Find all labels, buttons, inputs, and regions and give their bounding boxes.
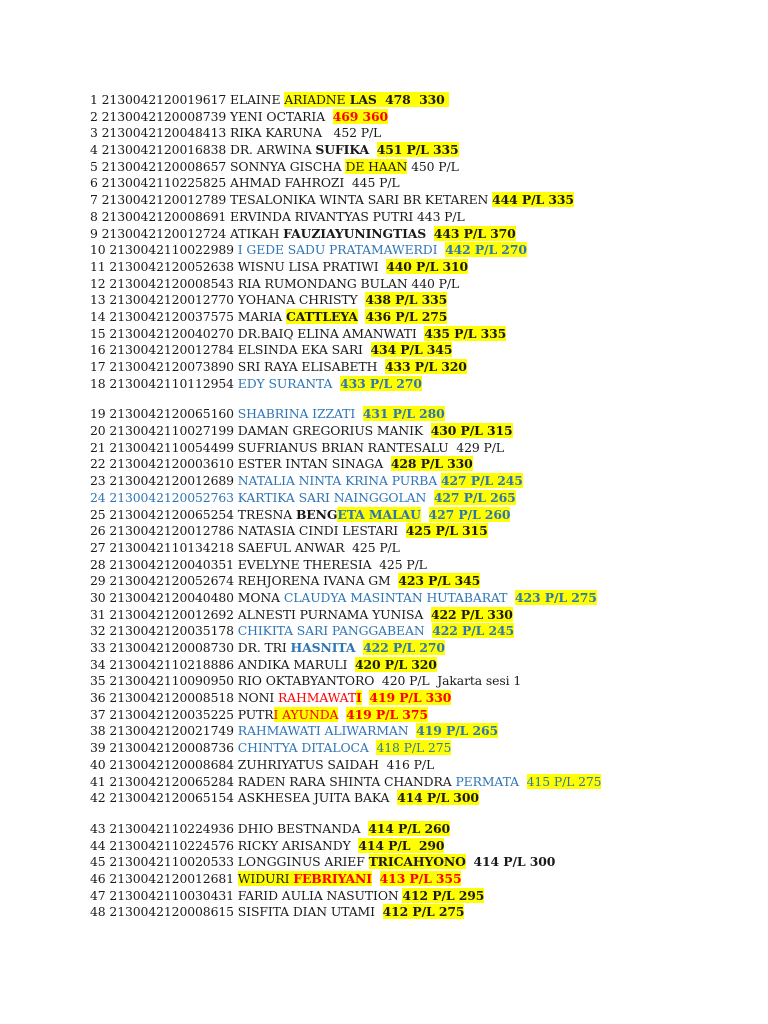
list-item [90,871,601,888]
list-item-text: 438 P/L 335 [365,292,448,308]
list-item-text: 41 2130042120065284 RADEN RARA SHINTA CHANDRA [90,773,456,789]
list-item [90,406,601,423]
list-item-text: 40 2130042120008684 ZUHRIYATUS SAIDAH 416 P/L [90,756,435,772]
list-item [90,821,601,838]
list-item-text: 35 2130042110090950 RIO OKTABYANTORO 420 P/L Jakarta sesi 1 [90,673,522,689]
list-item-text: 18 2130042110112954 [90,375,238,391]
list-item-text: 420 P/L 320 [354,656,437,672]
list-item-text [332,376,340,391]
list-item-text: 26 2130042120012786 NATASIA CINDI LESTARI [90,523,406,539]
list-item-text [338,707,346,722]
list-item-text: 28 2130042120040351 EVELYNE THERESIA 425 P/L [90,556,427,572]
list-item-text: CHINTYA DITALOCA [237,740,369,756]
list-item [90,557,601,574]
list-item [90,142,601,159]
list-item-text: 20 2130042110027199 DAMAN GREGORIUS MANIK [90,423,431,439]
list-item-text: 2 2130042120008739 YENI OCTARIA [90,108,333,124]
list-item-text: ETA MALAU [337,506,421,522]
list-item-text: 428 P/L 330 [390,456,473,472]
list-item-text: HASNITA [290,640,356,655]
list-item-text: 3 2130042120048413 RIKA KARUNA 452 P/L [90,125,382,141]
list-item-text: 44 2130042110224576 RICKY ARISANDY [90,837,359,853]
list-item-text: RAHMAWATI ALIWARMAN [237,723,409,739]
list-item-text [519,774,527,789]
ranking-list [90,92,601,921]
list-item-text: 22 2130042120003610 ESTER INTAN SINAGA [90,456,391,472]
list-item-text: 422 P/L 330 [430,606,513,622]
list-item-text: 9 2130042120012724 ATIKAH [90,225,284,241]
list-item [90,854,601,871]
list-item-text [369,142,377,157]
list-item-text: 31 2130042120012692 ALNESTI PURNAMA YUNISA [90,606,431,622]
list-item-text: 14 2130042120037575 MARIA [90,308,286,324]
list-item [90,590,601,607]
list-item-text [421,507,429,522]
list-item-text: 415 P/L 275 [526,773,602,789]
list-item-text [426,226,434,241]
list-item-text: 427 P/L 260 [428,506,511,522]
list-item [90,125,601,142]
list-item-text: 29 2130042120052674 REHJORENA IVANA GM [90,573,399,589]
list-item-text: SUFIKA [315,142,370,158]
list-item-text: 46 2130042120012681 [90,870,238,886]
list-item-text: DE HAAN [345,158,408,174]
list-item-text: 412 P/L 275 [382,904,465,920]
list-item-text [372,871,380,886]
list-item [90,573,601,590]
list-item-text: 36 2130042120008518 NONI [90,690,278,706]
list-item-text: 419 P/L 265 [416,723,499,739]
list-item-text: 427 P/L 265 [433,489,516,505]
list-item [90,440,601,457]
list-item-text: 32 2130042120035178 [90,623,238,639]
list-item [90,657,601,674]
list-item [90,92,601,109]
list-item-text: 414 P/L 290 [358,837,445,853]
list-item-text: 27 2130042110134218 SAEFUL ANWAR 425 P/L [90,539,400,555]
list-item-text: BENG [295,506,338,522]
list-item-text: 423 P/L 275 [514,589,597,605]
list-item-text: 422 P/L 270 [363,640,445,655]
list-item-text: 48 2130042120008615 SISFITA DIAN UTAMI [90,904,383,920]
list-item-text: LAS 478 330 [345,92,449,107]
list-item-text: 6 2130042110225825 AHMAD FAHROZI 445 P/L [90,175,400,191]
list-item [90,523,601,540]
list-item [90,242,601,259]
list-item [90,359,601,376]
list-item-text: 419 P/L 375 [346,706,428,722]
list-item-text: WIDURI [237,870,294,886]
list-item [90,292,601,309]
list-item [90,423,601,440]
list-item-text: SHABRINA IZZATI [237,406,356,422]
list-item [90,175,601,192]
list-item [90,259,601,276]
list-item-text: 419 P/L 330 [369,690,452,706]
list-item-text: 433 P/L 320 [385,359,467,374]
list-item [90,376,601,393]
list-item-text: 30 2130042120040480 MONA [90,589,284,605]
list-item-text: 440 P/L 310 [386,258,469,274]
list-item-text: 431 P/L 280 [362,406,445,422]
list-item-text: I AYUNDA [273,706,339,722]
list-item-text: 38 2130042120021749 [90,723,238,739]
list-item-text: FAUZIAYUNINGTIAS [283,225,427,241]
list-item [90,342,601,359]
list-item-text: 412 P/L 295 [402,887,485,903]
list-item-text: 7 2130042120012789 TESALONIKA WINTA SARI BR KETAREN [90,192,493,208]
list-item-text: CLAUDYA MASINTAN HUTABARAT [283,589,508,605]
list-item-text: 16 2130042120012784 ELSINDA EKA SARI [90,342,371,358]
list-item [90,490,601,507]
list-item-text: 10 2130042110022989 [90,242,238,258]
list-item-text: 414 P/L 300 [473,854,556,870]
list-item [90,276,601,293]
list-item-text: 414 P/L 300 [397,790,479,806]
list-item-text: 436 P/L 275 [365,308,448,324]
list-item [90,209,601,226]
list-item-text: 25 2130042120065254 TRESNA [90,506,296,522]
list-item-text: 433 P/L 270 [340,375,422,391]
list-item [90,904,601,921]
list-item [90,888,601,905]
list-item-text: 422 P/L 245 [432,623,515,639]
list-item [90,623,601,640]
list-item-text: I GEDE SADU PRATAMAWERDI [237,242,438,258]
list-item-text: 435 P/L 335 [424,325,507,341]
list-item [90,226,601,243]
list-item-text: 17 2130042120073890 SRI RAYA ELISABETH [90,359,386,374]
list-item-text [507,590,515,605]
list-item-text: 34 2130042110218886 ANDIKA MARULI [90,656,355,672]
list-item-text: 444 P/L 335 [492,192,574,208]
list-item-text: 13 2130042120012770 YOHANA CHRISTY [90,292,366,308]
list-item-text: 425 P/L 315 [405,523,488,539]
list-item-text: 19 2130042120065160 [90,406,238,422]
list-item [90,473,601,490]
list-item-text: 21 2130042110054499 SUFRIANUS BRIAN RANTESALU 429 P/L [90,439,504,455]
list-item-text: RAHMAWAT [277,690,357,706]
list-item [90,607,601,624]
list-item-text: 24 2130042120052763 KARTIKA SARI NAINGGOLAN [90,489,434,505]
list-item-text: 12 2130042120008543 RIA RUMONDANG BULAN 440 P/L [90,275,460,291]
list-item-text: 434 P/L 345 [370,342,453,358]
list-item-text: 451 P/L 335 [376,142,459,158]
list-item-text: 47 2130042110030431 FARID AULIA NASUTION [90,887,403,903]
list-item [90,740,601,757]
list-item-text: 23 2130042120012689 [90,473,238,489]
list-item [90,540,601,557]
list-item [90,326,601,343]
list-item-text: 469 360 [332,108,389,124]
list-item [90,192,601,209]
list-item-text: 414 P/L 260 [368,820,451,836]
list-item-text: ARIADNE [284,92,346,107]
list-item [90,790,601,807]
list-item-text: CATTLEYA [285,308,358,324]
list-item [90,109,601,126]
list-item [90,838,601,855]
list-item-text: 45 2130042110020533 LONGGINUS ARIEF [90,854,369,870]
list-item-text: 43 2130042110224936 DHIO BESTNANDA [90,820,369,836]
list-item-text: 450 P/L [407,158,459,174]
list-item-text: NATALIA NINTA KRINA PURBA [237,473,438,489]
list-item-text: 33 2130042120008730 DR. TRI [90,640,291,655]
list-item [90,707,601,724]
list-item [90,690,601,707]
list-item-text: 15 2130042120040270 DR.BAIQ ELINA AMANWATI [90,325,425,341]
list-item-text: 5 2130042120008657 SONNYA GISCHA [90,158,346,174]
list-item-text: 442 P/L 270 [445,242,527,258]
list-item-text: TRICAHYONO [368,854,466,870]
list-item-text: 418 P/L 275 [376,740,452,756]
list-item-text [355,640,363,655]
list-item-text: 42 2130042120065154 ASKHESEA JUITA BAKA [90,790,398,806]
list-item-text [355,406,363,421]
list-item [90,723,601,740]
list-item-text: 37 2130042120035225 PUTR [90,706,274,722]
list-item-text: CHIKITA SARI PANGGABEAN [237,623,425,639]
list-item-text: 11 2130042120052638 WISNU LISA PRATIWI [90,258,387,274]
list-item-text: 413 P/L 355 [379,870,462,886]
list-item-text: 427 P/L 245 [441,473,523,489]
list-item [90,309,601,326]
list-item [90,673,601,690]
list-item-text: PERMATA [455,773,519,789]
list-item-text: 430 P/L 315 [430,423,513,439]
list-item-text: I [356,690,362,706]
list-item-text: 4 2130042120016838 DR. ARWINA [90,142,316,158]
list-item-text [466,854,474,869]
list-item [90,757,601,774]
list-item-text: 443 P/L 370 [433,225,516,241]
list-item [90,507,601,524]
list-item-text: 1 2130042120019617 ELAINE [90,92,285,107]
list-item-text: 423 P/L 345 [398,573,481,589]
list-item-text: EDY SURANTA [237,375,333,391]
list-item-text: FEBRIYANI [293,870,372,886]
list-item [90,159,601,176]
list-item [90,774,601,791]
list-item [90,640,601,657]
list-item-text: 39 2130042120008736 [90,740,238,756]
list-item-text: 8 2130042120008691 ERVINDA RIVANTYAS PUTRI 443 P/L [90,208,465,224]
list-item-text [437,242,445,257]
list-item [90,456,601,473]
